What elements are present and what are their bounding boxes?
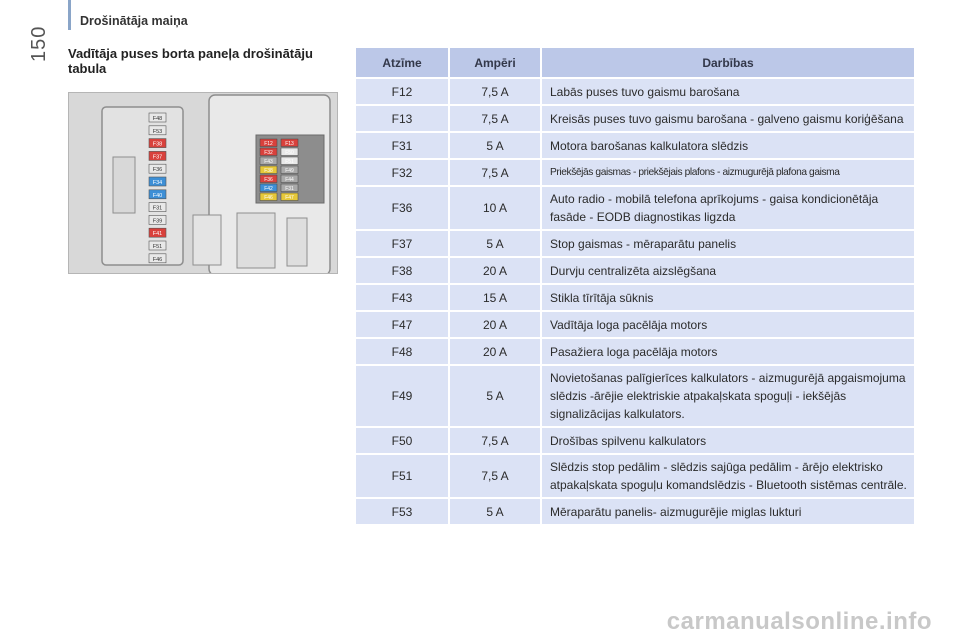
diagram-fuse (149, 151, 166, 160)
fuse-box-terminal (287, 218, 307, 266)
table-row (356, 339, 914, 364)
diagram-fuse (149, 215, 166, 224)
fuse-mark-cell: F49 (356, 366, 448, 426)
table-body (356, 79, 914, 524)
diagram-fuse-label: F32 (264, 150, 273, 156)
diagram-fuse (281, 148, 298, 156)
fuse-table (356, 46, 914, 526)
fuse-amps-cell: 20 A (448, 258, 540, 283)
diagram-fuse (281, 157, 298, 165)
diagram-fuse (281, 193, 298, 201)
diagram-fuse-label: F42 (264, 186, 273, 192)
fuse-box-illustration (69, 93, 338, 274)
fuse-amps-cell: 15 A (448, 285, 540, 310)
diagram-fuse-label: F36 (152, 167, 163, 174)
diagram-fuse (260, 157, 277, 165)
fuse-description-cell: Auto radio - mobilā telefona aprīkojums - gaisa kondicionētāja fasāde - EODB diagnostikas ligzda (540, 187, 914, 229)
diagram-fuse-label: F50 (285, 150, 294, 156)
fuse-description-cell: Motora barošanas kalkulatora slēdzis (540, 133, 914, 158)
fuse-description-cell: Mēraparātu panelis- aizmugurējie miglas lukturi (540, 499, 914, 524)
diagram-fuse (149, 139, 166, 148)
diagram-fuse (149, 241, 166, 250)
table-row (356, 160, 914, 185)
fuse-description-cell: Slēdzis stop pedālim - slēdzis sajūga pedālim - ārējo elektrisko atpakaļskata spoguļu komandslēdzis - Bluetooth sistēmas centrāle. (540, 455, 914, 497)
fuse-amps-cell: 10 A (448, 187, 540, 229)
fuse-amps-cell: 5 A (448, 231, 540, 256)
fuse-box-connector-left (113, 157, 135, 213)
diagram-fuse-label: F46 (152, 256, 163, 263)
diagram-fuse-label: F36 (264, 177, 273, 183)
diagram-fuse-label: F47 (285, 195, 294, 201)
diagram-fuse (281, 184, 298, 192)
fuse-amps-cell: 7,5 A (448, 428, 540, 453)
diagram-fuse-label: F43 (264, 159, 273, 165)
diagram-fuse (149, 164, 166, 173)
table-row (356, 231, 914, 256)
fuse-mark-cell: F31 (356, 133, 448, 158)
diagram-fuse-label: F48 (152, 116, 163, 122)
table-row (356, 285, 914, 310)
fuse-box-relay (193, 215, 221, 265)
fuse-mark-cell: F51 (356, 455, 448, 497)
diagram-fuse-label: F13 (285, 141, 294, 147)
diagram-fuse (281, 166, 298, 174)
panel-title: Vadītāja puses borta paneļa drošinātāju tabula (68, 46, 313, 76)
fuse-amps-cell: 5 A (448, 133, 540, 158)
diagram-fuse-label: F38 (264, 168, 273, 174)
table-row (356, 106, 914, 131)
fuse-mark-cell: F53 (356, 499, 448, 524)
fuse-amps-cell: 20 A (448, 312, 540, 337)
table-row (356, 187, 914, 229)
fuse-box-diagram (68, 92, 338, 274)
fuse-description-cell: Kreisās puses tuvo gaismu barošana - galveno gaismu koriģēšana (540, 106, 914, 131)
table-row (356, 499, 914, 524)
table-row (356, 455, 914, 497)
table-row (356, 133, 914, 158)
fuse-mark-cell: F43 (356, 285, 448, 310)
fuse-description-cell: Vadītāja loga pacēlāja motors (540, 312, 914, 337)
section-title: Drošinātāja maiņa (80, 14, 188, 28)
watermark: carmanualsonline.info (666, 608, 932, 635)
diagram-fuse (281, 139, 298, 147)
diagram-fuse-label: F39 (152, 218, 163, 225)
diagram-fuse (260, 166, 277, 174)
fuse-mark-cell: F32 (356, 160, 448, 185)
table-row (356, 366, 914, 426)
fuse-description-cell: Labās puses tuvo gaismu barošana (540, 79, 914, 104)
fuse-amps-cell: 7,5 A (448, 79, 540, 104)
diagram-fuse (260, 139, 277, 147)
fuse-mark-cell: F47 (356, 312, 448, 337)
fuse-amps-cell: 5 A (448, 366, 540, 426)
diagram-fuse-label: F51 (285, 159, 294, 165)
diagram-fuse (149, 177, 166, 186)
table-header-row (356, 48, 914, 77)
diagram-fuse (149, 254, 166, 263)
diagram-fuse-label: F41 (152, 231, 163, 238)
diagram-fuse (260, 184, 277, 192)
diagram-fuse (260, 175, 277, 183)
diagram-fuse (281, 175, 298, 183)
fuse-mark-cell: F37 (356, 231, 448, 256)
diagram-fuse-label: F46 (264, 195, 273, 201)
fuse-description-cell: Novietošanas palīgierīces kalkulators - aizmugurējā apgaismojuma slēdzis -ārējie elektriskie atpakaļskata spoguļi - iekšējās signalizācijas kalkulators. (540, 366, 914, 426)
fuse-amps-cell: 20 A (448, 339, 540, 364)
fuse-description-cell: Stikla tīrītāja sūknis (540, 285, 914, 310)
fuse-mark-cell: F50 (356, 428, 448, 453)
header-accent-bar (68, 0, 71, 30)
fuse-description-cell: Stop gaismas - mēraparātu panelis (540, 231, 914, 256)
diagram-fuse-label: F49 (285, 168, 294, 174)
header-mark: Atzīme (356, 48, 448, 77)
header-functions: Darbības (540, 48, 914, 77)
fuse-description-cell: Drošības spilvenu kalkulators (540, 428, 914, 453)
fuse-description-cell: Pasažiera loga pacēlāja motors (540, 339, 914, 364)
diagram-fuse-label: F12 (264, 141, 273, 147)
header-amps: Ampēri (448, 48, 540, 77)
diagram-fuse (149, 113, 166, 122)
diagram-fuse-label: F38 (152, 141, 163, 148)
fuse-description-cell: Priekšējās gaismas - priekšējais plafons - aizmugurējā plafona gaisma (540, 160, 914, 185)
diagram-fuse-label: F31 (152, 205, 163, 212)
fuse-description-cell: Durvju centralizēta aizslēgšana (540, 258, 914, 283)
table-row (356, 312, 914, 337)
fuse-mark-cell: F38 (356, 258, 448, 283)
table-row (356, 258, 914, 283)
diagram-fuse-label: F31 (285, 186, 294, 192)
diagram-fuse-label: F34 (152, 180, 163, 186)
diagram-fuse (149, 190, 166, 199)
page-number: 150 (28, 25, 50, 62)
diagram-fuse-label: F44 (285, 177, 294, 183)
table-row (356, 79, 914, 104)
table-row (356, 428, 914, 453)
fuse-mark-cell: F12 (356, 79, 448, 104)
diagram-fuse (149, 203, 166, 212)
diagram-fuse-label: F37 (152, 154, 163, 161)
diagram-fuse-label: F40 (152, 192, 163, 199)
diagram-fuse-label: F53 (152, 128, 163, 135)
fuse-mark-cell: F13 (356, 106, 448, 131)
fuse-amps-cell: 7,5 A (448, 455, 540, 497)
fuse-amps-cell: 7,5 A (448, 160, 540, 185)
fuse-mark-cell: F48 (356, 339, 448, 364)
fuse-amps-cell: 5 A (448, 499, 540, 524)
fuse-box-relay-bottom (237, 213, 275, 268)
fuse-mark-cell: F36 (356, 187, 448, 229)
fuse-amps-cell: 7,5 A (448, 106, 540, 131)
diagram-fuse (149, 126, 166, 135)
diagram-fuse (149, 228, 166, 237)
diagram-fuse (260, 148, 277, 156)
diagram-fuse-label: F51 (152, 244, 163, 250)
diagram-fuse (260, 193, 277, 201)
